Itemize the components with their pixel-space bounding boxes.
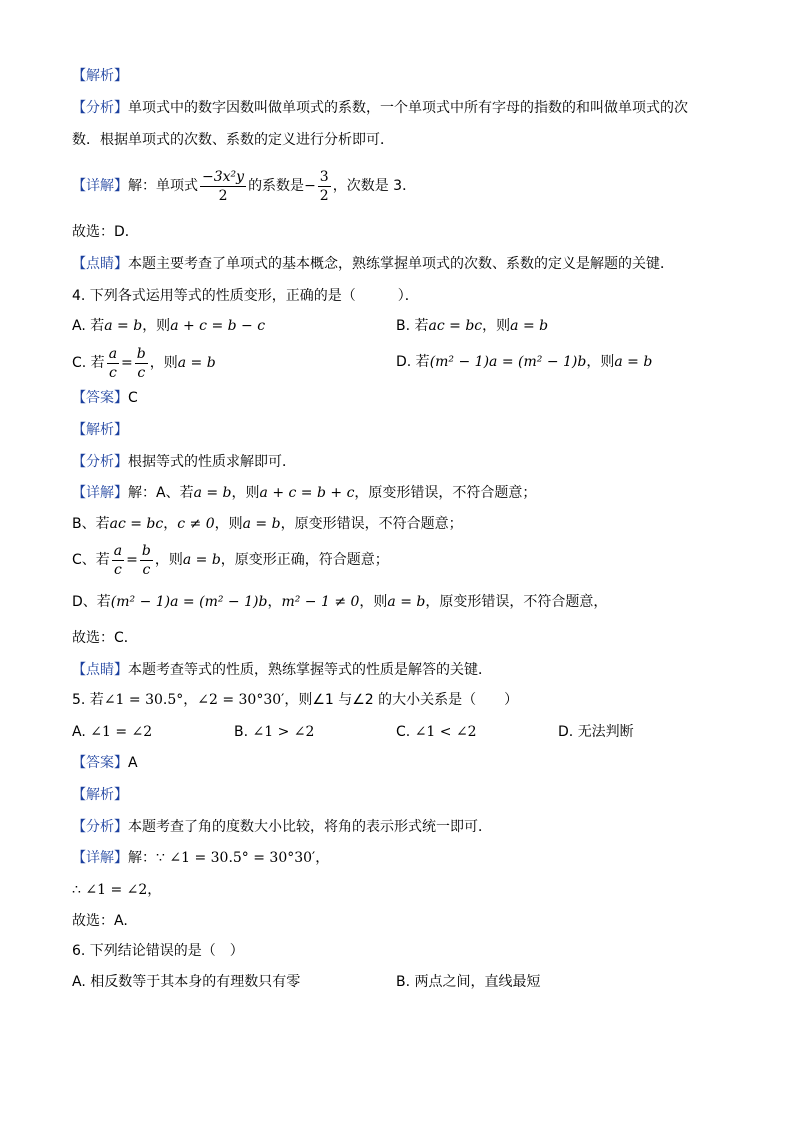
q3-xiangjie-mid: 的系数是 bbox=[248, 178, 305, 194]
q4-option-b bbox=[396, 316, 548, 336]
q4-xiangjie-a bbox=[72, 483, 536, 503]
q5-option-c bbox=[396, 722, 477, 742]
q4-xiangjie-b bbox=[72, 514, 463, 534]
q3-monomial-fraction bbox=[200, 170, 246, 203]
q5-option-a-label: A. bbox=[72, 724, 86, 740]
q5-option-a bbox=[72, 722, 152, 742]
q3-fenxi-line2: 数．根据单项式的次数、系数的定义进行分析即可． bbox=[72, 132, 394, 148]
q4-option-c-frac-b-den: c bbox=[137, 364, 146, 381]
q4-option-c-frac-b bbox=[135, 347, 148, 380]
q5-option-c-math: ∠1 < ∠2 bbox=[414, 724, 477, 740]
q5-xj2-math: ∴ ∠1 = ∠2 bbox=[72, 882, 148, 898]
q3-monomial-numerator: −3x²y bbox=[202, 168, 245, 185]
q5-fenxi-tag: 【分析】 bbox=[72, 819, 128, 835]
q4-option-c-frac-a-den: c bbox=[108, 364, 117, 381]
q4-xj-d-pre: D、若 bbox=[72, 594, 111, 610]
q4-option-a bbox=[72, 316, 265, 336]
q5-jiexi-tag: 【解析】 bbox=[72, 787, 128, 803]
q4-option-a-mid: ，则 bbox=[142, 318, 171, 334]
q4-xj-a-math2: a + c = b + c bbox=[259, 485, 355, 501]
q3-coef-numerator: 3 bbox=[319, 168, 329, 185]
q3-jiexi-tag: 【解析】 bbox=[72, 68, 128, 84]
q4-option-d-math1a: (m² − 1)a bbox=[429, 354, 498, 370]
q4-option-b-label: B. 若 bbox=[396, 318, 429, 334]
q4-xj-a-math1: a = b bbox=[193, 485, 232, 501]
q4-option-d bbox=[396, 352, 652, 372]
q4-xj-c-mid: ，则 bbox=[154, 552, 183, 568]
q4-xj-d-mid: ，则 bbox=[359, 594, 388, 610]
q4-xj-c-eq: = bbox=[126, 552, 138, 568]
q5-answer-value: A bbox=[128, 755, 138, 771]
q4-fenxi-text: 根据等式的性质求解即可． bbox=[128, 454, 296, 470]
q5-stem-math: ∠1 = 30.5°，∠2 = 30°30′ bbox=[103, 692, 285, 708]
q4-xj-d-sep: ， bbox=[267, 594, 282, 610]
q6-option-b: B. 两点之间，直线最短 bbox=[396, 974, 541, 990]
q3-dianjing-tag: 【点睛】 bbox=[72, 256, 128, 272]
q4-guxuan: 故选：C． bbox=[72, 630, 138, 646]
q4-xiangjie-tag: 【详解】 bbox=[72, 485, 128, 501]
q4-xj-d-post: ，原变形错误，不符合题意， bbox=[425, 594, 608, 610]
q5-xiangjie-2 bbox=[72, 880, 161, 900]
q3-guxuan: 故选：D． bbox=[72, 224, 139, 240]
q5-option-a-math: ∠1 = ∠2 bbox=[90, 724, 153, 740]
q5-option-c-label: C. bbox=[396, 724, 411, 740]
q4-xj-d-math3: a = b bbox=[387, 594, 426, 610]
q4-option-a-math2: a + c = b − c bbox=[170, 318, 266, 334]
q4-option-c-eq: = bbox=[121, 355, 133, 371]
q5-xj-post: ， bbox=[315, 850, 330, 866]
q4-xj-c-math2: a = b bbox=[182, 552, 221, 568]
q4-xj-d-math1a: (m² − 1)a bbox=[110, 594, 179, 610]
q5-fenxi-text: 本题考查了角的度数大小比较，将角的表示形式统一即可． bbox=[128, 819, 492, 835]
q4-xj-a-pre: 解：A、若 bbox=[128, 485, 194, 501]
q4-option-d-eq: = bbox=[497, 354, 519, 370]
q5-option-d-text: 无法判断 bbox=[577, 724, 634, 740]
q5-option-d-label: D. bbox=[558, 724, 574, 740]
q4-option-d-math2: a = b bbox=[614, 354, 653, 370]
q5-option-b-label: B. bbox=[234, 724, 249, 740]
q4-option-c-math2: a = b bbox=[177, 355, 216, 371]
q4-option-d-label: D. 若 bbox=[396, 354, 430, 370]
q5-xiangjie-tag: 【详解】 bbox=[72, 850, 128, 866]
q5-option-b-math: ∠1 > ∠2 bbox=[252, 724, 315, 740]
q4-xj-b-post: ，原变形错误，不符合题意； bbox=[280, 516, 463, 532]
q4-option-b-mid: ，则 bbox=[482, 318, 511, 334]
q3-coef-sign: − bbox=[304, 178, 316, 194]
q5-stem bbox=[72, 690, 518, 710]
q4-xj-d-math1b: (m² − 1)b bbox=[199, 594, 268, 610]
q3-xiangjie bbox=[72, 166, 416, 206]
q3-xiangjie-tag: 【详解】 bbox=[72, 178, 128, 194]
q4-answer-tag: 【答案】 bbox=[72, 390, 128, 406]
q5-xj-math1: ∵ ∠1 = 30.5° = 30°30′ bbox=[156, 850, 316, 866]
q4-xj-c-frac-b-num: b bbox=[141, 542, 151, 559]
q3-xiangjie-pre: 解：单项式 bbox=[128, 178, 198, 194]
q3-coef-denominator: 2 bbox=[319, 187, 329, 204]
q4-option-c-frac-a bbox=[107, 347, 119, 380]
q4-xj-d-math2: m² − 1 ≠ 0 bbox=[281, 594, 360, 610]
q4-xj-c-frac-b-den: c bbox=[142, 561, 151, 578]
q5-option-b bbox=[234, 722, 314, 742]
q4-xj-b-math3: a = b bbox=[242, 516, 281, 532]
q4-option-d-math1b: (m² − 1)b bbox=[518, 354, 587, 370]
q4-xj-b-math2: c ≠ 0 bbox=[177, 516, 215, 532]
q5-fenxi bbox=[72, 817, 492, 837]
q4-xiangjie-c bbox=[72, 540, 389, 580]
q3-fenxi-tag: 【分析】 bbox=[72, 100, 128, 116]
q4-option-a-label: A. 若 bbox=[72, 318, 105, 334]
q4-xj-b-sep: ， bbox=[163, 516, 178, 532]
q4-jiexi-tag: 【解析】 bbox=[72, 422, 128, 438]
q3-dianjing-text: 本题主要考查了单项式的基本概念，熟练掌握单项式的次数、系数的定义是解题的关键． bbox=[128, 256, 674, 272]
q5-stem-mid: ，则∠1 与∠2 的大小关系是（ ） bbox=[284, 692, 519, 708]
q3-monomial-denominator: 2 bbox=[218, 187, 228, 204]
q4-answer bbox=[72, 388, 138, 408]
q5-xiangjie bbox=[72, 848, 329, 868]
q4-option-c-frac-b-num: b bbox=[136, 345, 146, 362]
q4-xj-c-frac-b bbox=[140, 544, 153, 577]
q4-option-c-label: C. 若 bbox=[72, 355, 105, 371]
q5-answer bbox=[72, 753, 138, 773]
q6-option-a: A. 相反数等于其本身的有理数只有零 bbox=[72, 974, 301, 990]
q4-option-a-math1: a = b bbox=[104, 318, 143, 334]
q4-xj-c-post: ，原变形正确，符合题意； bbox=[220, 552, 389, 568]
q5-guxuan: 故选：A. bbox=[72, 913, 128, 929]
q4-option-c-frac-a-num: a bbox=[108, 345, 118, 362]
q4-option-b-math2: a = b bbox=[510, 318, 549, 334]
q4-fenxi bbox=[72, 452, 296, 472]
q4-option-b-math1: ac = bc bbox=[428, 318, 483, 334]
q3-fenxi-line1 bbox=[72, 98, 688, 118]
q4-xj-a-post: ，原变形错误，不符合题意； bbox=[354, 485, 537, 501]
q3-dianjing bbox=[72, 254, 674, 274]
q4-option-d-mid: ，则 bbox=[586, 354, 615, 370]
q4-xj-c-frac-a-den: c bbox=[114, 561, 122, 578]
q4-stem: 4. 下列各式运用等式的性质变形，正确的是（ ）． bbox=[72, 288, 419, 304]
q4-xj-b-mid: ，则 bbox=[214, 516, 243, 532]
q4-xj-a-mid: ，则 bbox=[231, 485, 260, 501]
q4-dianjing bbox=[72, 660, 492, 680]
q5-answer-tag: 【答案】 bbox=[72, 755, 128, 771]
q4-xj-b-math1: ac = bc bbox=[109, 516, 164, 532]
q3-coef-fraction bbox=[318, 170, 331, 203]
q3-xiangjie-post: ，次数是 3． bbox=[332, 178, 417, 194]
q4-option-c-mid: ，则 bbox=[149, 355, 178, 371]
q5-xj-pre: 解： bbox=[128, 850, 156, 866]
q5-option-d bbox=[558, 722, 634, 742]
q4-xj-d-eq: = bbox=[178, 594, 200, 610]
q4-option-c bbox=[72, 343, 216, 383]
q4-xiangjie-d bbox=[72, 592, 607, 612]
q4-xj-c-frac-a-num: a bbox=[113, 542, 123, 559]
q4-fenxi-tag: 【分析】 bbox=[72, 454, 128, 470]
q4-dianjing-tag: 【点睛】 bbox=[72, 662, 128, 678]
q5-xj2-post: ， bbox=[147, 882, 162, 898]
q4-dianjing-text: 本题考查等式的性质，熟练掌握等式的性质是解答的关键． bbox=[128, 662, 492, 678]
q4-xj-c-pre: C、若 bbox=[72, 552, 110, 568]
q6-stem: 6. 下列结论错误的是（ ） bbox=[72, 943, 244, 959]
q3-fenxi-text1: 单项式中的数字因数叫做单项式的系数，一个单项式中所有字母的指数的和叫做单项式的次 bbox=[128, 100, 688, 116]
q4-xj-b-pre: B、若 bbox=[72, 516, 110, 532]
q4-xj-c-frac-a bbox=[112, 544, 124, 577]
q5-stem-pre: 5. 若 bbox=[72, 692, 104, 708]
q4-answer-value: C bbox=[128, 390, 138, 406]
